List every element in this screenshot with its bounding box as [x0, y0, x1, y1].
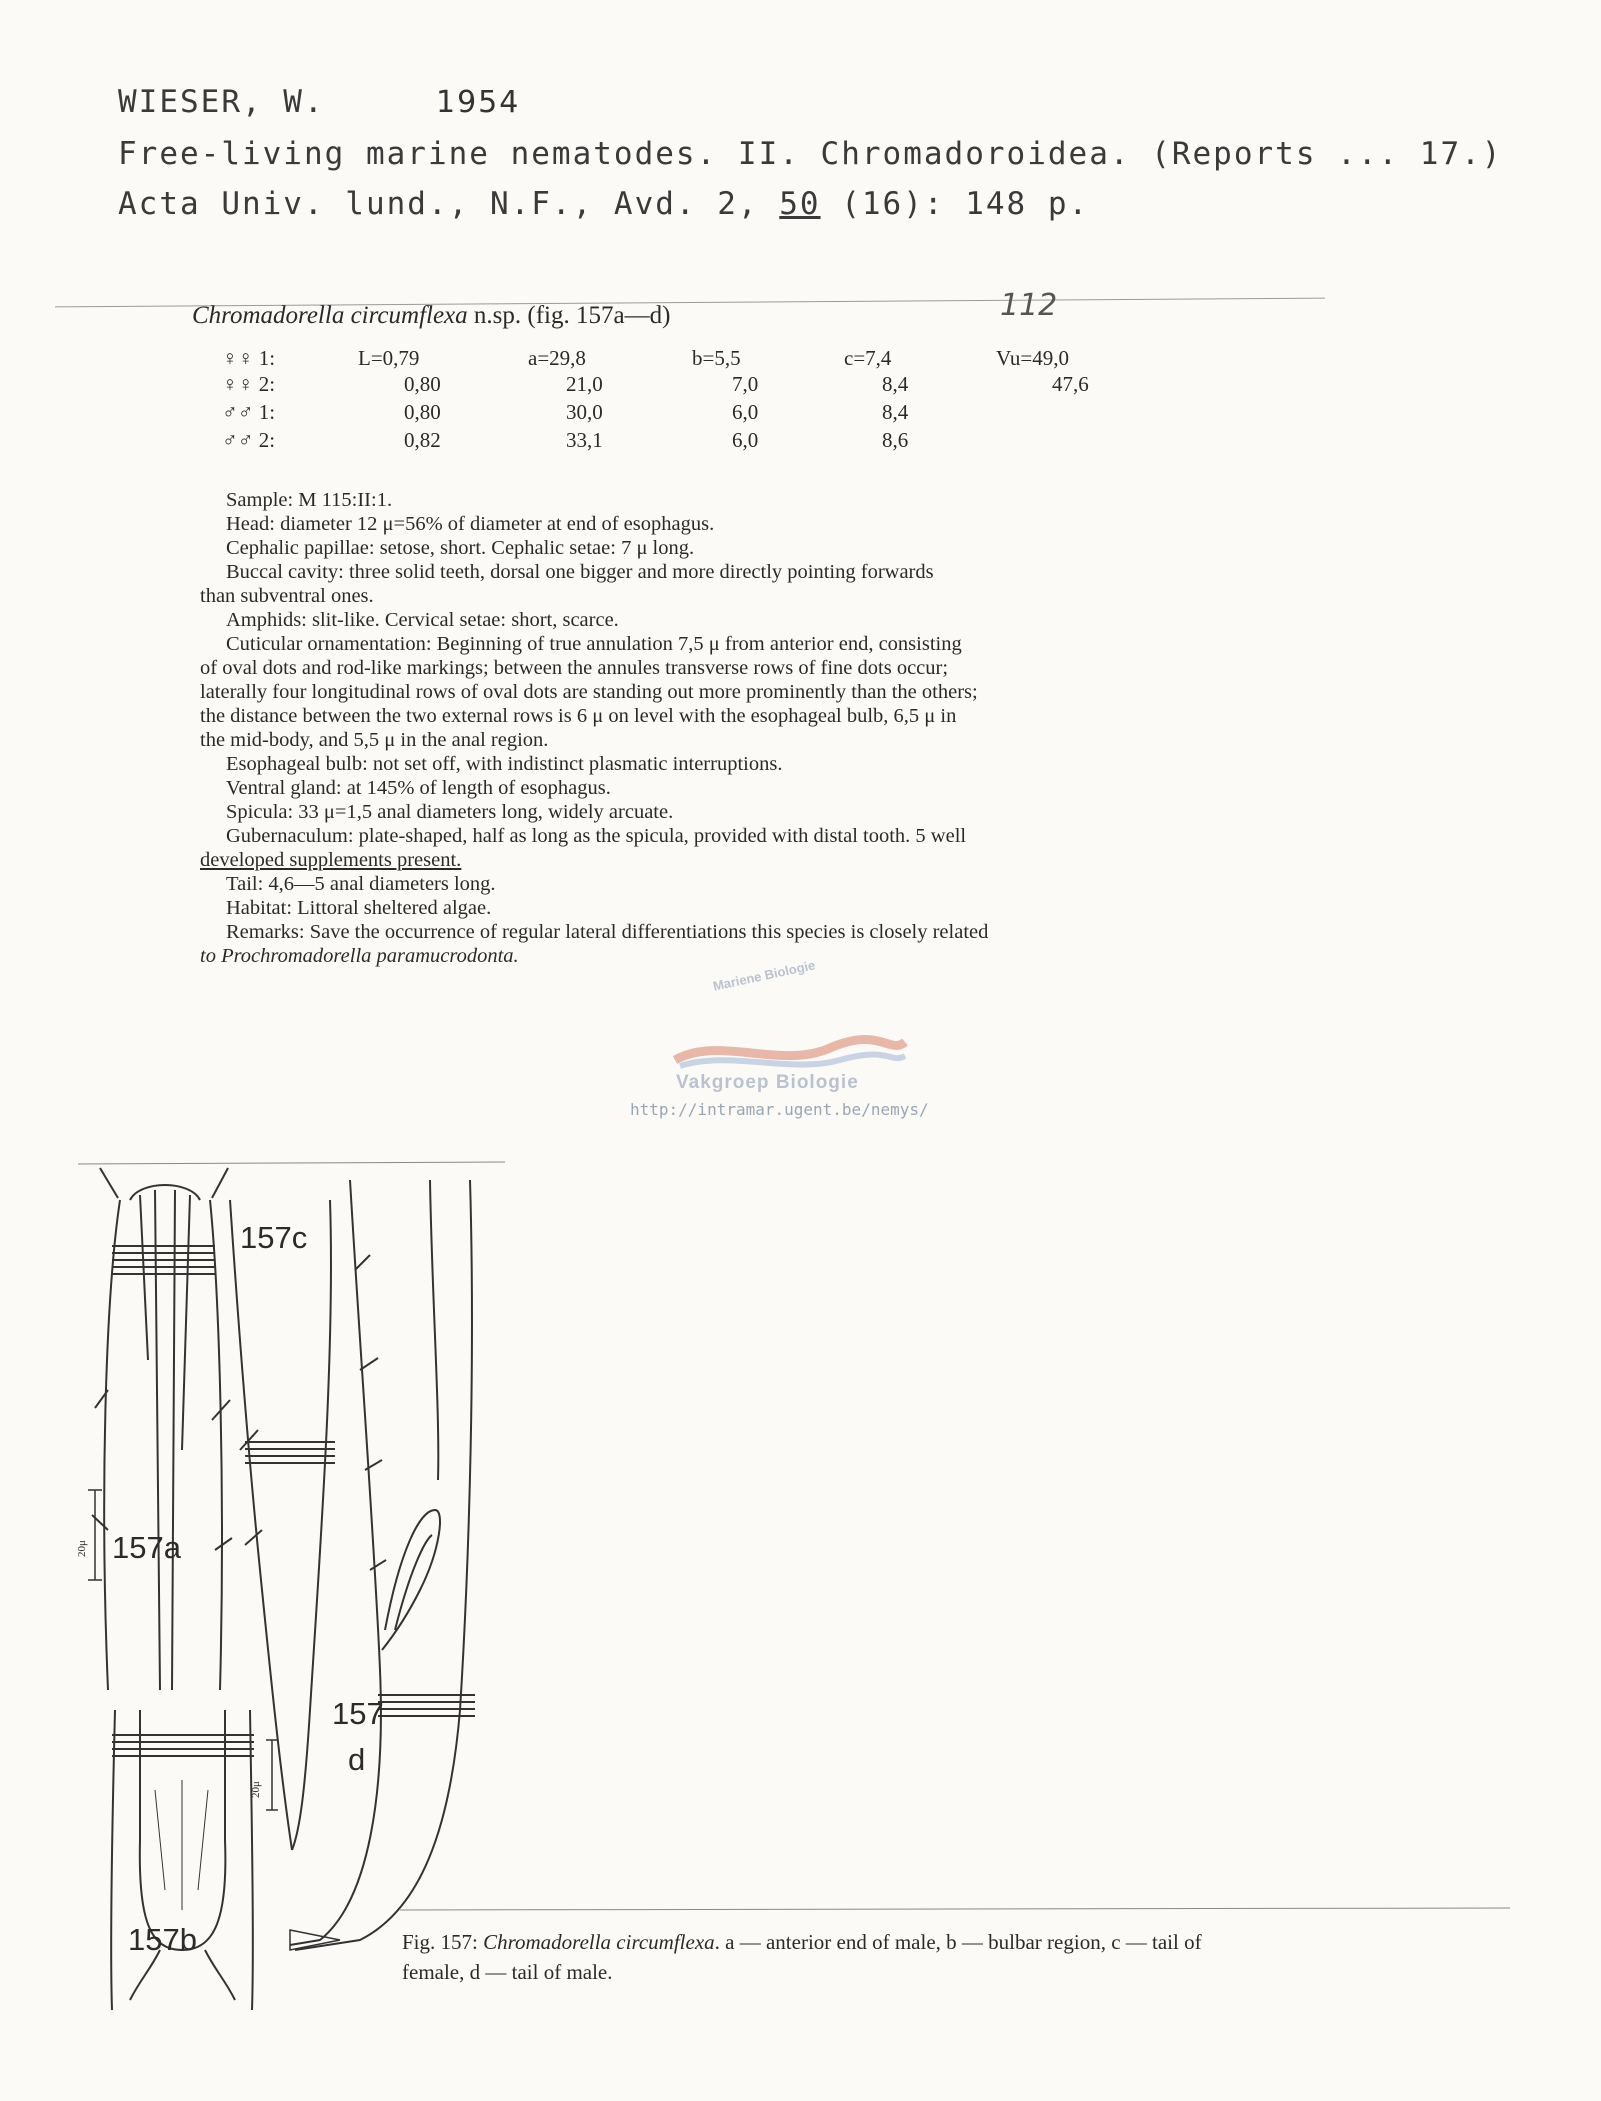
reference-author: WIESER, W.: [118, 84, 325, 120]
species-heading: Chromadorella circumflexa n.sp. (fig. 157a—d): [192, 302, 671, 329]
desc-gland: Ventral gland: at 145% of length of esophagus.: [226, 777, 611, 799]
label-157b: 157b: [128, 1922, 197, 1957]
reference-line-3: Acta Univ. lund., N.F., Avd. 2, 50 (16): 148 p.: [118, 186, 1090, 222]
drawing-157a-anterior-end: [88, 1168, 232, 1690]
watermark-url: http://intramar.ugent.be/nemys/: [630, 1100, 929, 1119]
figure-caption-line-2: female, d — tail of male.: [402, 1960, 613, 1984]
desc-gubernaculum: Gubernaculum: plate-shaped, half as long as the spicula, provided with distal tooth. 5 well: [226, 825, 967, 847]
desc-head: Head: diameter 12 μ=56% of diameter at end of esophagus.: [226, 513, 715, 535]
desc-amphids: Amphids: slit-like. Cervical setae: short, scarce.: [226, 609, 619, 631]
desc-cuticle: Cuticular ornamentation: Beginning of true annulation 7,5 μ from anterior end, consisting: [226, 633, 962, 655]
label-157c: 157c: [240, 1220, 308, 1255]
figure-caption-line-1: Fig. 157: Chromadorella circumflexa. a — anterior end of male, b — bulbar region, c — tail of: [402, 1930, 1202, 1954]
label-157d-letter: d: [348, 1742, 366, 1777]
watermark-logo: [670, 1030, 910, 1072]
watermark-org: Vakgroep Biologie: [676, 1072, 859, 1093]
desc-gubernaculum-cont: developed supplements present.: [200, 849, 462, 871]
desc-cuticle-cont: the distance between the two external rows is 6 μ on level with the esophageal bulb, 6,5 μ in: [200, 705, 957, 727]
figure-157-drawings: [0, 1150, 1601, 2030]
desc-remarks-cont: to Prochromadorella paramucrodonta.: [200, 945, 519, 967]
drawing-157b-bulbar-region: [111, 1710, 254, 2010]
reference-line-2: Free-living marine nematodes. II. Chromadoroidea. (Reports ... 17.): [118, 136, 1503, 172]
desc-sample: Sample: M 115:II:1.: [226, 489, 393, 511]
reference-volume: 50: [779, 186, 821, 222]
species-name: Chromadorella circumflexa: [192, 302, 468, 329]
desc-habitat: Habitat: Littoral sheltered algae.: [226, 897, 492, 919]
desc-cuticle-cont: of oval dots and rod-like markings; between the annules transverse rows of fine dots occur;: [200, 657, 949, 679]
page-number: 112: [1000, 288, 1058, 323]
species-description: [200, 488, 1300, 968]
desc-cuticle-cont: laterally four longitudinal rows of oval dots are standing out more prominently than the others;: [200, 681, 978, 703]
scale-label-c: 20μ: [250, 1781, 262, 1798]
scale-label-a: 20μ: [76, 1540, 88, 1557]
desc-buccal-cont: than subventral ones.: [200, 585, 374, 607]
reference-year: 1954: [435, 85, 521, 120]
watermark-text: Mariene Biologie: [711, 957, 817, 994]
drawing-157c-tail-of-female: [230, 1200, 335, 1850]
desc-tail: Tail: 4,6—5 anal diameters long.: [226, 873, 496, 895]
drawing-157d-tail-of-male: [290, 1180, 475, 1950]
reference-line-1: [118, 84, 520, 120]
desc-cephalic: Cephalic papillae: setose, short. Cephalic setae: 7 μ long.: [226, 537, 695, 559]
label-157a: 157a: [112, 1530, 181, 1565]
desc-spicula: Spicula: 33 μ=1,5 anal diameters long, widely arcuate.: [226, 801, 674, 823]
desc-buccal: Buccal cavity: three solid teeth, dorsal one bigger and more directly pointing forwards: [226, 561, 934, 583]
desc-remarks: Remarks: Save the occurrence of regular lateral differentiations this species is closely related: [226, 921, 989, 943]
caption-species: Chromadorella circumflexa: [483, 1930, 715, 1954]
label-157d-number: 157: [332, 1696, 384, 1731]
desc-bulb: Esophageal bulb: not set off, with indistinct plasmatic interruptions.: [226, 753, 783, 775]
desc-cuticle-cont: the mid-body, and 5,5 μ in the anal region.: [200, 729, 549, 751]
